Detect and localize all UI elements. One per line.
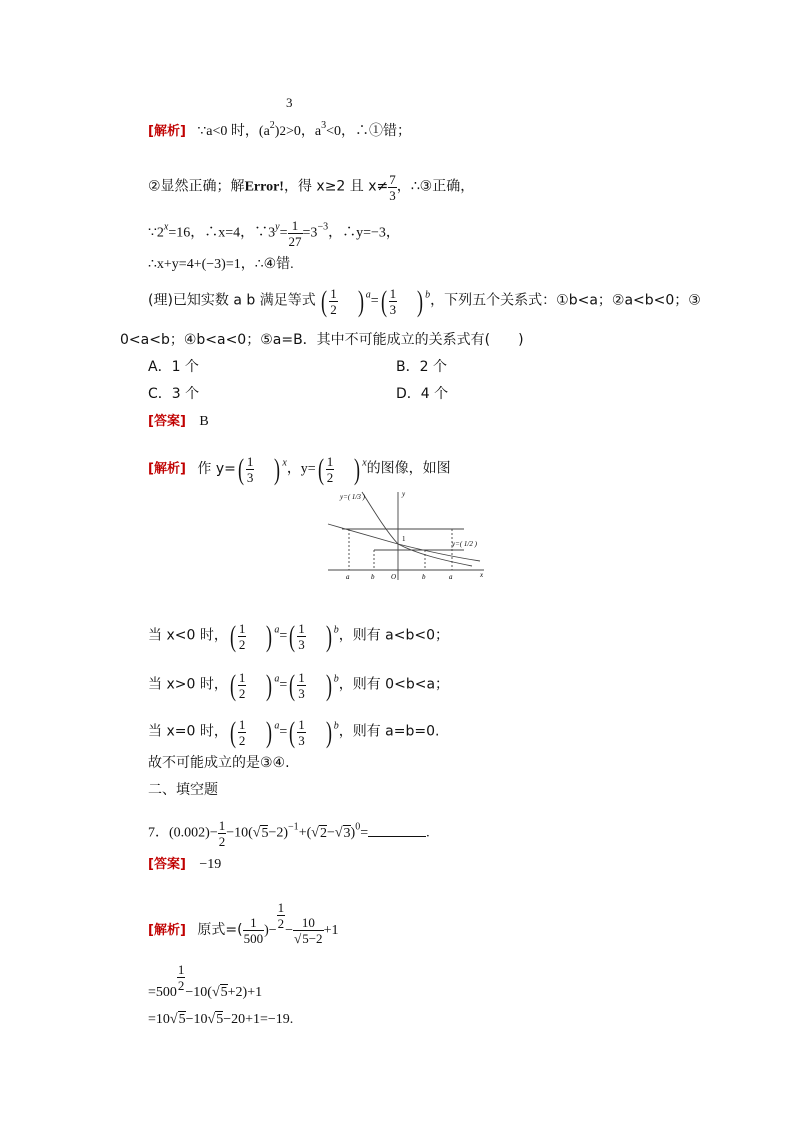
frac-den: 2 bbox=[177, 978, 185, 993]
answer-tag: [答案] bbox=[148, 414, 186, 429]
line1-d: >0，a bbox=[285, 124, 322, 139]
tick-b-right: b bbox=[422, 573, 426, 581]
tick-a-left: a bbox=[346, 573, 350, 581]
sup-a: a bbox=[274, 673, 280, 685]
graph-suffix: 的图像，如图 bbox=[366, 460, 451, 477]
frac-num: 1 bbox=[330, 286, 337, 301]
q7-b: −10( bbox=[226, 825, 253, 841]
q7-d: +( bbox=[298, 825, 312, 841]
case-line-2 bbox=[148, 670, 449, 701]
exponential-graph-figure bbox=[322, 488, 492, 584]
paren-close: ) bbox=[266, 668, 273, 702]
paren-close: ) bbox=[325, 715, 332, 749]
eq: = bbox=[279, 677, 288, 693]
line3-d: =3 bbox=[302, 225, 318, 241]
question-prefix: (理)已知实数 a b 满足等式 bbox=[148, 292, 316, 309]
q7-root5: 5 bbox=[261, 825, 269, 841]
paren-open: ( bbox=[289, 715, 296, 749]
fraction-1-2 bbox=[238, 621, 247, 652]
tick-b-left: b bbox=[371, 573, 375, 581]
answer-tag: [答案] bbox=[148, 857, 186, 872]
frac-den: 2 bbox=[277, 916, 285, 931]
q7-c: −2) bbox=[268, 825, 289, 841]
paren-close: ) bbox=[266, 715, 273, 749]
paren-open: ( bbox=[289, 668, 296, 702]
graph-mid: ，y= bbox=[286, 461, 316, 477]
line3-f: ，∴y=−3， bbox=[328, 225, 400, 241]
frac-num: 1 bbox=[238, 717, 246, 732]
frac-den: 2 bbox=[238, 637, 246, 652]
case-pre: 当 x=0 时， bbox=[148, 723, 228, 740]
frac-den: 2 bbox=[326, 470, 334, 485]
frac-den: 2 bbox=[238, 733, 246, 748]
fraction-1-2 bbox=[329, 286, 338, 317]
fraction-7-3 bbox=[388, 172, 397, 203]
eq: = bbox=[279, 724, 288, 740]
frac-den: √5−2 bbox=[294, 931, 323, 947]
q7-f-sup: 0 bbox=[355, 821, 361, 833]
q7-e: − bbox=[326, 825, 335, 841]
eq: = bbox=[279, 628, 288, 644]
sol3-r1: 5 bbox=[178, 1012, 186, 1027]
root-val: 5 bbox=[302, 931, 309, 947]
sol2-c: +2)+1 bbox=[227, 985, 263, 1000]
analysis-line-3 bbox=[148, 218, 400, 249]
exp-den: 2 bbox=[279, 123, 286, 138]
graph-prefix: 作 y= bbox=[197, 460, 236, 477]
analysis-tag: [解析] bbox=[148, 923, 186, 938]
sol-plus1: +1 bbox=[323, 923, 339, 938]
frac-den: 3 bbox=[298, 637, 305, 652]
sup-b: b bbox=[425, 289, 431, 301]
q7-root2: 2 bbox=[319, 825, 327, 841]
line3-b: =16，∴x=4，∵3 bbox=[168, 225, 276, 241]
frac-den: 3 bbox=[298, 733, 305, 748]
error-text: Error! bbox=[244, 179, 284, 195]
axis-y-label: y bbox=[402, 490, 406, 498]
fraction-exp-1-2 bbox=[277, 900, 286, 931]
answer-value: B bbox=[199, 414, 209, 429]
sol3-b: −10 bbox=[185, 1012, 208, 1027]
q7-c-sup: −1 bbox=[288, 821, 299, 833]
paren-close: ) bbox=[266, 619, 273, 653]
frac-num: 1 bbox=[238, 670, 246, 685]
question-line-2 bbox=[120, 331, 524, 350]
q7-g: = bbox=[360, 825, 369, 841]
analysis-tag: [解析] bbox=[148, 124, 186, 139]
line2-a: ②显然正确；解 bbox=[148, 178, 245, 195]
sol-p: ) bbox=[264, 923, 269, 938]
paren-close: ) bbox=[354, 452, 361, 486]
q7-f: ) bbox=[350, 825, 356, 841]
case-pre: 当 x<0 时， bbox=[148, 627, 228, 644]
solution-line-1 bbox=[148, 900, 338, 946]
option-b-text: B．2 个 bbox=[396, 359, 447, 375]
frac-den: 3 bbox=[246, 470, 254, 485]
paren-close: ) bbox=[325, 619, 332, 653]
sol3-c: −20+1=−19. bbox=[223, 1012, 294, 1027]
sol-minus: − bbox=[285, 923, 294, 938]
paren-open: ( bbox=[380, 284, 387, 318]
label-curve-half: y=( 1/2 ) bbox=[452, 540, 477, 548]
q7-a: 7．(0.002)− bbox=[148, 825, 218, 841]
frac-num: 10 bbox=[293, 915, 323, 931]
frac-num: 1 bbox=[389, 286, 397, 301]
sup-a: a bbox=[365, 289, 371, 301]
frac-num: 1 bbox=[277, 900, 285, 915]
sup-a: a bbox=[274, 624, 280, 636]
paren-open: ( bbox=[229, 715, 236, 749]
analysis-tag: [解析] bbox=[148, 461, 186, 477]
frac-num: 1 bbox=[298, 717, 305, 732]
line2-c: ，∴③正确， bbox=[396, 178, 475, 195]
fraction-1-3 bbox=[389, 286, 398, 317]
eq: = bbox=[370, 293, 379, 309]
analysis-line-4 bbox=[148, 256, 294, 274]
one-label: 1 bbox=[402, 535, 406, 543]
frac-num: 1 bbox=[298, 670, 305, 685]
q7-line: 7．(0.002)− $\frac{1}{2}$ $-10(√5-2)^{-1}+(√2-√3)^0=$ . bbox=[148, 818, 430, 849]
q7-root3: 3 bbox=[343, 825, 351, 841]
fraction-1-3 bbox=[246, 454, 255, 485]
analysis-line-1 bbox=[148, 117, 411, 141]
fraction-1-3 bbox=[297, 717, 306, 748]
frac-den: 27 bbox=[288, 234, 302, 249]
paren-close: ) bbox=[325, 668, 332, 702]
frac-den: 500 bbox=[243, 931, 264, 947]
answer-line-7 bbox=[148, 856, 221, 874]
fraction-10-over-root bbox=[293, 915, 323, 946]
paren-open: ( bbox=[317, 452, 324, 486]
case-post: ，则有 0<b<a； bbox=[338, 676, 450, 693]
frac-num: 7 bbox=[389, 172, 396, 187]
frac-num: 1 bbox=[218, 818, 226, 833]
sup-b: b bbox=[333, 720, 339, 732]
paren-open: ( bbox=[229, 668, 236, 702]
frac-den: 2 bbox=[330, 302, 337, 317]
case-line-3 bbox=[148, 717, 439, 748]
sol2-b: −10( bbox=[185, 985, 212, 1000]
paren-close: ) bbox=[274, 452, 281, 486]
fraction-1-2 bbox=[218, 818, 227, 849]
paren-close: ) bbox=[417, 284, 424, 318]
sup-b: b bbox=[333, 624, 339, 636]
paren-close: ) bbox=[357, 284, 364, 318]
line1-sup2: 3 bbox=[321, 120, 327, 131]
section-heading bbox=[148, 781, 218, 799]
fraction-1-3 bbox=[297, 670, 306, 701]
frac-den: 3 bbox=[389, 302, 397, 317]
paren-open: ( bbox=[237, 452, 244, 486]
frac-num: 1 bbox=[288, 218, 303, 234]
line3-a: ∵2 bbox=[148, 225, 164, 241]
sol3-a: =10 bbox=[148, 1012, 170, 1027]
graph-intro-line bbox=[148, 454, 451, 485]
q7-h: . bbox=[426, 825, 430, 841]
line1-c: ) bbox=[274, 124, 280, 139]
line1-sup: 2 bbox=[269, 120, 275, 131]
line4: ∴x+y=4+(−3)=1，∴④错. bbox=[148, 257, 294, 272]
fraction-1-2 bbox=[238, 717, 247, 748]
label-curve-third: y=( 1/3 ) bbox=[340, 493, 365, 501]
section-text: 二、填空题 bbox=[148, 782, 218, 798]
paren-open: ( bbox=[229, 619, 236, 653]
answer-line-1 bbox=[148, 413, 209, 431]
question-suffix: ，下列五个关系式：①b<a；②a<b<0；③ bbox=[430, 292, 701, 309]
line2-b: ，得 x≥2 且 x≠ bbox=[283, 178, 389, 195]
paren-open: ( bbox=[321, 284, 328, 318]
axis-x-label: x bbox=[480, 571, 484, 579]
frac-den: 3 bbox=[389, 188, 396, 203]
exp-num: 3 bbox=[286, 95, 293, 110]
option-d-text: D．4 个 bbox=[396, 386, 449, 402]
option-b bbox=[396, 358, 447, 376]
origin-label: O bbox=[391, 573, 397, 581]
option-c bbox=[148, 385, 199, 403]
case-post: ，则有 a<b<0； bbox=[338, 627, 450, 644]
option-d bbox=[396, 385, 448, 403]
tick-a-right: a bbox=[449, 573, 453, 581]
answer-value: −19 bbox=[199, 857, 222, 872]
sol-label: 原式=( bbox=[197, 922, 243, 938]
analysis-line-2 bbox=[148, 172, 474, 203]
line3-c: = bbox=[279, 225, 288, 241]
frac-den: 2 bbox=[238, 686, 246, 701]
fraction-1-27 bbox=[288, 218, 303, 249]
frac-num: 1 bbox=[298, 621, 305, 636]
frac-num: 1 bbox=[238, 621, 246, 636]
sol2-a: =500 bbox=[148, 985, 177, 1000]
fraction-1-2 bbox=[238, 670, 247, 701]
frac-num: 1 bbox=[243, 915, 265, 931]
conclusion-text: 故不可能成立的是③④. bbox=[148, 755, 290, 771]
exponent-three-over-two bbox=[286, 96, 293, 110]
frac-num: 1 bbox=[326, 454, 334, 469]
option-c-text: C．3 个 bbox=[148, 386, 200, 402]
line1-a: ∵a<0 时，(a bbox=[197, 124, 270, 139]
sol2-root: 5 bbox=[220, 985, 228, 1000]
line3-supy: y bbox=[275, 221, 280, 233]
solution-line-2: =500 $\frac{1}{2}$ −10(√5+2)+1 bbox=[148, 962, 263, 1000]
line3-sup: −3 bbox=[317, 221, 329, 233]
question-line-1 bbox=[148, 286, 701, 317]
sol-minus: − bbox=[268, 923, 277, 938]
den-tail: −2 bbox=[308, 931, 323, 947]
frac-num: 1 bbox=[246, 454, 254, 469]
conclusion-line bbox=[148, 754, 290, 772]
case-post: ，则有 a=b=0. bbox=[338, 723, 440, 740]
paren-open: ( bbox=[289, 619, 296, 653]
option-a-text: A．1 个 bbox=[148, 359, 199, 375]
line1-f: <0，∴①错； bbox=[326, 124, 411, 139]
frac-den: 2 bbox=[218, 834, 226, 849]
fraction-1-2 bbox=[326, 454, 335, 485]
frac-num: 1 bbox=[177, 962, 185, 977]
case-pre: 当 x>0 时， bbox=[148, 676, 228, 693]
answer-blank bbox=[368, 824, 426, 837]
line3-supx: x bbox=[163, 221, 169, 233]
fraction-1-3 bbox=[297, 621, 306, 652]
fraction-1-500 bbox=[243, 915, 265, 946]
case-line-1 bbox=[148, 621, 449, 652]
sup-b: b bbox=[333, 673, 339, 685]
solution-line-3: =10√5−10√5−20+1=−19. bbox=[148, 1012, 294, 1027]
sol3-r2: 5 bbox=[216, 1012, 224, 1027]
sup-x: x bbox=[282, 457, 287, 469]
question-line2-text: 0<a<b；④b<a<0；⑤a=B．其中不可能成立的关系式有( ) bbox=[120, 332, 524, 348]
option-a bbox=[148, 358, 199, 376]
sup-x: x bbox=[362, 457, 367, 469]
sup-a: a bbox=[274, 720, 280, 732]
frac-den: 3 bbox=[298, 686, 305, 701]
